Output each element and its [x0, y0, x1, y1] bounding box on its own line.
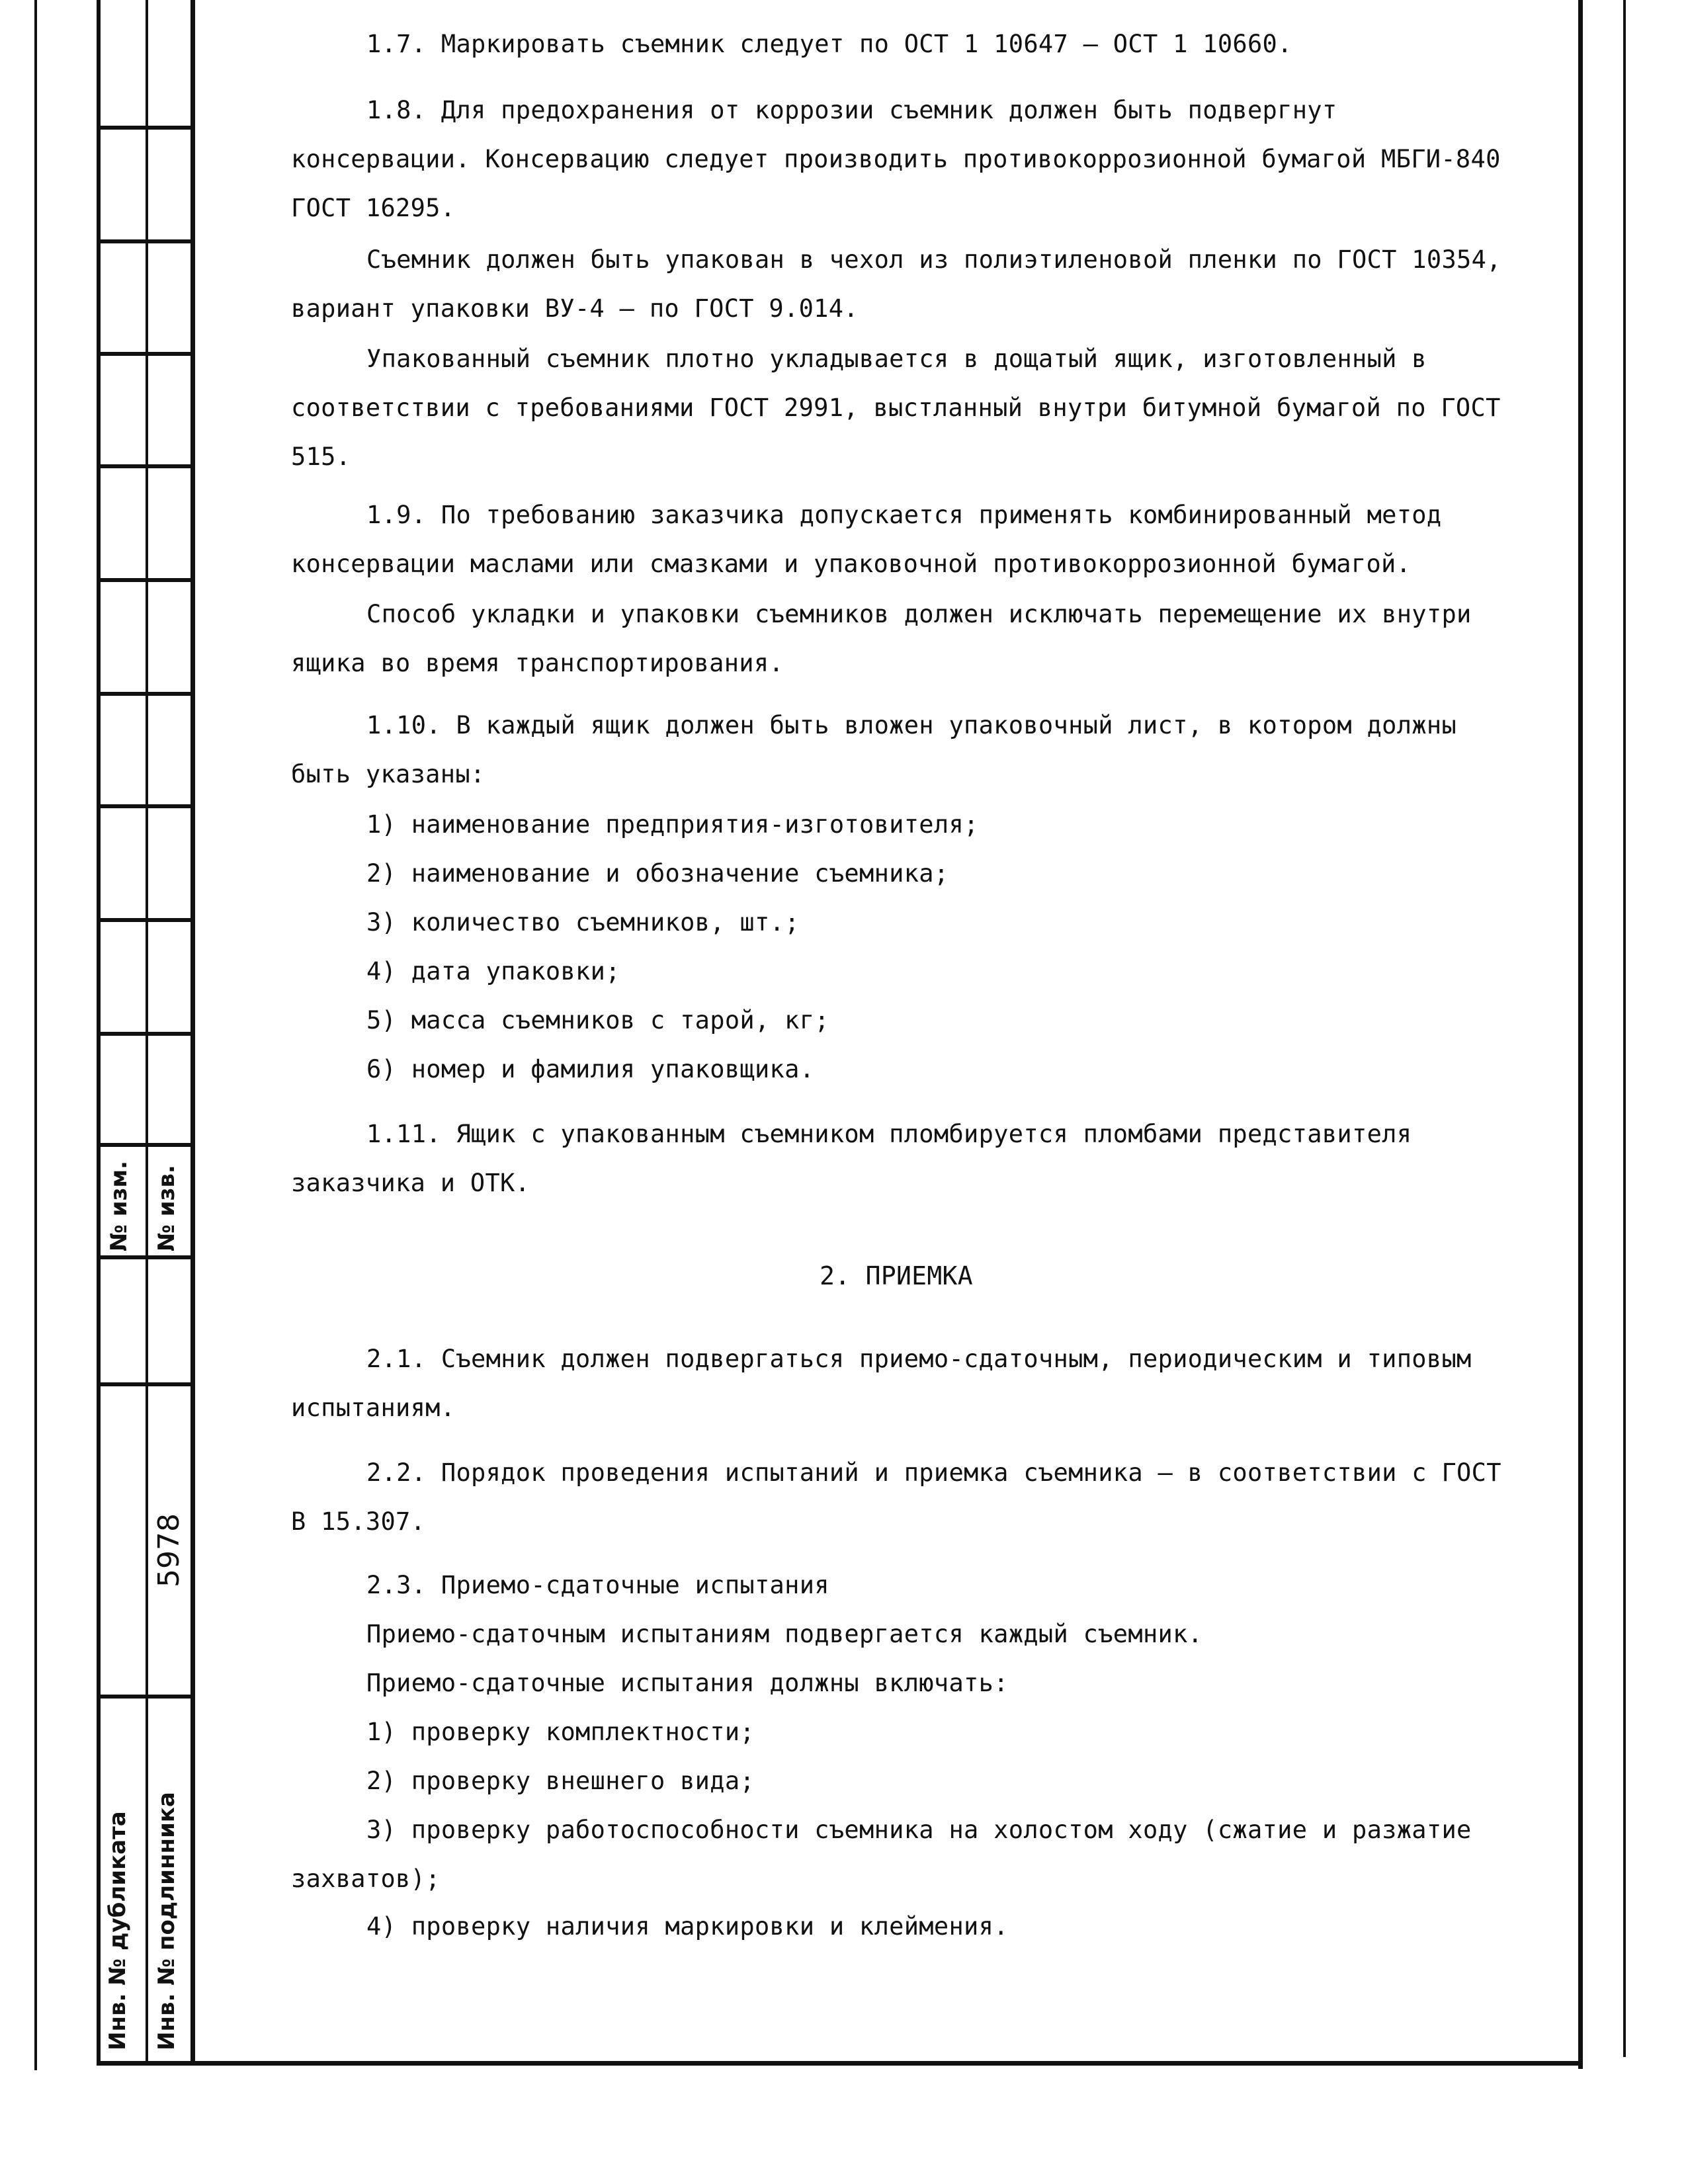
stamp-inv-number: 5978 [152, 1513, 186, 1587]
list-item: 2) наименование и обозначение съемника; [366, 859, 949, 888]
paragraph-1-7: 1.7. Маркировать съемник следует по ОСТ 1 10647 – ОСТ 1 10660. [366, 30, 1292, 58]
frame-right-border [1578, 0, 1583, 2069]
list-item: 4) дата упаковки; [366, 957, 620, 986]
paragraph-1-8-packing: Съемник должен быть упакован в чехол из полиэтиленовой пленки по ГОСТ 10354, вариант упаковки ВУ-4 – по ГОСТ 9.014. [291, 245, 1517, 323]
list-item: 2) проверку внешнего вида; [366, 1767, 755, 1795]
paragraph-1-11: 1.11. Ящик с упакованным съемником пломбируется пломбами представителя заказчика и ОТК. [291, 1120, 1427, 1197]
margin-rule [97, 1255, 194, 1259]
paragraph-1-9: 1.9. По требованию заказчика допускается применять комбинированный метод консервации маслами или смазками и упаковочной противокоррозионной бумагой. [291, 501, 1457, 578]
paragraph-1-8-box: Упакованный съемник плотно укладывается в дощатый ящик, изготовленный в соответствии с требованиями ГОСТ 2991, выстланный внутри битумной бумагой по ГОСТ 515. [291, 345, 1516, 471]
margin-rule [97, 464, 194, 468]
stamp-izm: № изм. [106, 1160, 132, 1251]
list-item: 3) проверку работоспособности съемника на холостом ходу (сжатие и разжатие захватов); [291, 1816, 1487, 1893]
paragraph-2-3: 2.3. Приемо-сдаточные испытания [366, 1571, 829, 1599]
margin-rule [97, 692, 194, 696]
list-item: 5) масса съемников с тарой, кг; [366, 1006, 829, 1034]
margin-rule [97, 918, 194, 922]
paragraph-1-8: 1.8. Для предохранения от коррозии съемник должен быть подвергнут консервации. Консервацию следует производить противокоррозионной бумагой МБГИ-840 ГОСТ 16295. [291, 96, 1516, 222]
margin-rule [97, 1143, 194, 1147]
stamp-inv-podlinnika: Инв. № подлинника [153, 1792, 180, 2050]
list-item: 6) номер и фамилия упаковщика. [366, 1055, 815, 1083]
frame-bottom-border [97, 2061, 1583, 2066]
section-heading-priemka: 2. ПРИЕМКА [820, 1261, 973, 1290]
paragraph-2-1: 2.1. Съемник должен подвергаться приемо-сдаточным, периодическим и типовым испытаниям. [291, 1345, 1487, 1422]
margin-rule [97, 578, 194, 582]
paragraph-2-2: 2.2. Порядок проведения испытаний и приемка съемника – в соответствии с ГОСТ В 15.307. [291, 1458, 1517, 1536]
stamp-izv: № изв. [153, 1165, 180, 1251]
margin-rule [97, 239, 194, 243]
paragraph-2-3-include: Приемо-сдаточные испытания должны включать: [366, 1669, 1009, 1697]
list-item: 4) проверку наличия маркировки и клеймения. [366, 1912, 1009, 1941]
list-item: 3) количество съемников, шт.; [366, 908, 800, 937]
margin-rule [97, 1382, 194, 1386]
paragraph-1-9-method: Способ укладки и упаковки съемников должен исключать перемещение их внутри ящика во время транспортирования. [291, 600, 1487, 677]
list-item: 1) проверку комплектности; [366, 1718, 755, 1746]
margin-rule [97, 352, 194, 356]
margin-rule [97, 1695, 194, 1699]
paragraph-2-3-each: Приемо-сдаточным испытаниям подвергается каждый съемник. [366, 1620, 1203, 1648]
margin-rule [97, 1032, 194, 1036]
margin-rule [97, 804, 194, 808]
stamp-inv-dublikata: Инв. № дубликата [105, 1811, 131, 2050]
paragraph-1-10: 1.10. В каждый ящик должен быть вложен упаковочный лист, в котором должны быть указаны: [291, 711, 1472, 788]
margin-rule [97, 126, 194, 130]
list-item: 1) наименование предприятия-изготовителя; [366, 810, 979, 839]
right-outer-line [1623, 0, 1626, 2057]
left-outer-border [34, 0, 37, 2070]
